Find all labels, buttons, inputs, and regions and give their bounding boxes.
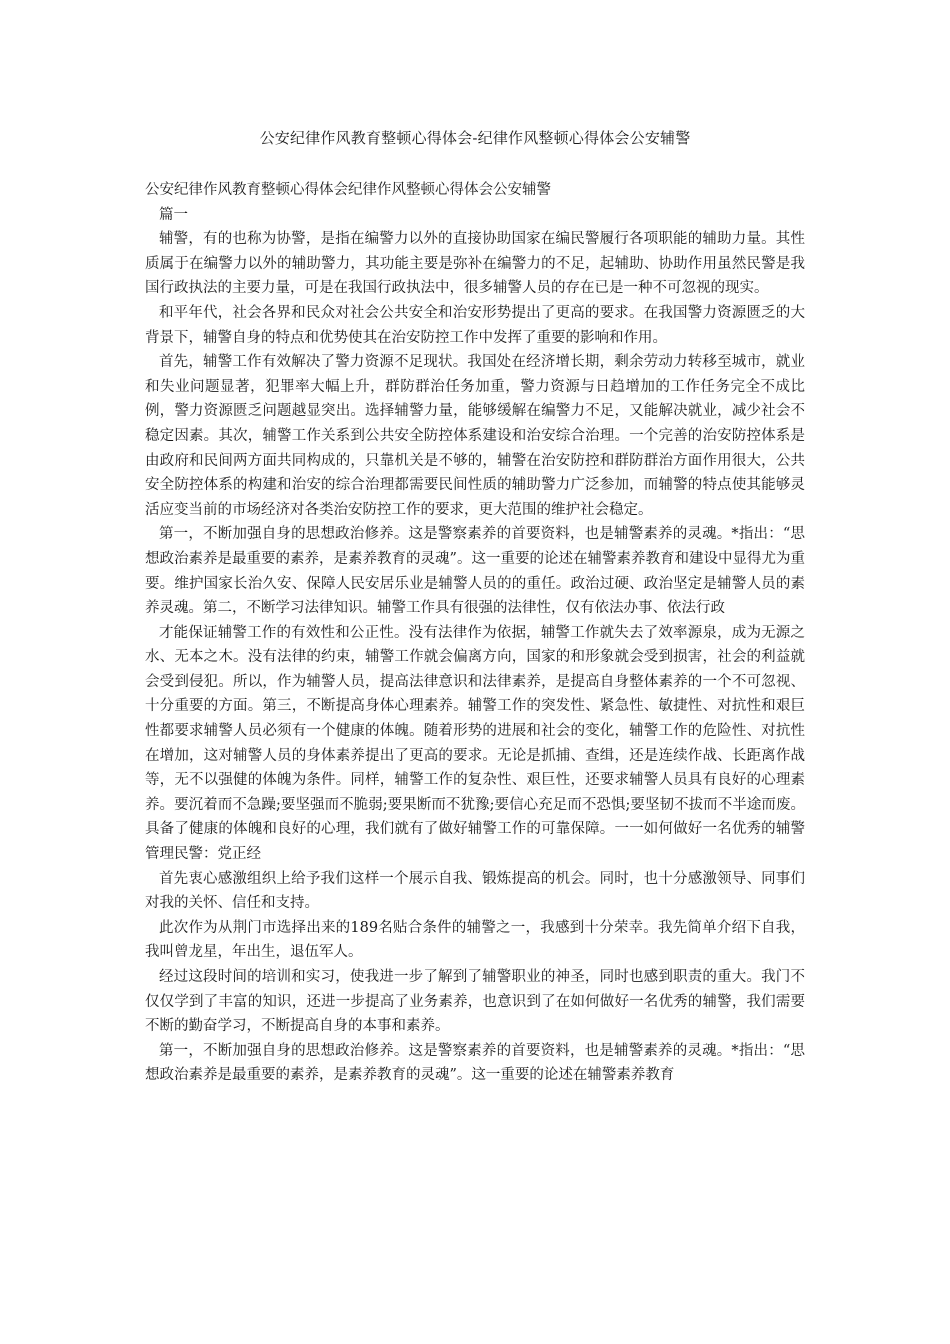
paragraph: 首先，辅警工作有效解决了警力资源不足现状。我国处在经济增长期，剩余劳动力转移至城市，就业和失业问题显著，犯罪率大幅上升，群防群治任务加重，警力资源与日趋增加的工作任务完全不成比例，警力资源匮乏问题越显突出。选择辅警力量，能够缓解在编警力不足，又能解决就业，减少社会不稳定因素。其次，辅警工作关系到公共安全防控体系建设和治安综合治理。一个完善的治安防控体系是由政府和民间两方面共同构成的，只靠机关是不够的，辅警在治安防控和群防群治方面作用很大，公共安全防控体系的构建和治安的综合治理都需要民间性质的辅助警力广泛参加，而辅警的特点使其能够灵活应变当前的市场经济对各类治安防控工作的要求，更大范围的维护社会稳定。 bbox=[145, 354, 805, 518]
paragraph: 经过这段时间的培训和实习，使我进一步了解到了辅警职业的神圣，同时也感到职责的重大。我门不仅仅学到了丰富的知识，还进一步提高了业务素养，也意识到了在如何做好一名优秀的辅警，我们需要不断的勤奋学习，不断提高自身的本事和素养。 bbox=[145, 969, 805, 1035]
document-subtitle: 公安纪律作风教育整顿心得体会纪律作风整顿心得体会公安辅警 bbox=[145, 182, 551, 198]
paragraph: 才能保证辅警工作的有效性和公正性。没有法律作为依据，辅警工作就失去了效率源泉，成为无源之水、无本之木。没有法律的约束，辅警工作就会偏离方向，国家的和形象就会受到损害，社会的利益就会受到侵犯。所以，作为辅警人员，提高法律意识和法律素养，是提高自身整体素养的一个不可忽视、十分重要的方面。第三，不断提高身体心理素养。辅警工作的突发性、紧急性、敏捷性、对抗性和艰巨性都要求辅警人员必须有一个健康的体魄。随着形势的进展和社会的变化，辅警工作的危险性、对抗性在增加，这对辅警人员的身体素养提出了更高的要求。无论是抓捕、查缉，还是连续作战、长距离作战等，无不以强健的体魄为条件。同样，辅警工作的复杂性、艰巨性，还要求辅警人员具有良好的心理素养。要沉着而不急躁;要坚强而不脆弱;要果断而不犹豫;要信心充足而不恐惧;要坚韧不拔而不半途而废。具备了健康的体魄和良好的心理，我们就有了做好辅警工作的可靠保障。一一如何做好一名优秀的辅警管理民警：党正经 bbox=[145, 624, 805, 863]
paragraph: 首先衷心感激组织上给予我们这样一个展示自我、锻炼提高的机会。同时，也十分感激领导、同事们对我的关怀、信任和支持。 bbox=[145, 870, 805, 912]
section-label: 篇一 bbox=[159, 206, 188, 223]
document-title: 公安纪律作风教育整顿心得体会-纪律作风整顿心得体会公安辅警 bbox=[259, 129, 691, 147]
paragraph: 和平年代，社会各界和民众对社会公共安全和治安形势提出了更高的要求。在我国警力资源匮乏的大背景下，辅警自身的特点和优势使其在治安防控工作中发挥了重要的影响和作用。 bbox=[145, 304, 805, 346]
paragraph: 此次作为从荆门市选择出来的189名贴合条件的辅警之一，我感到十分荣幸。我先简单介绍下自我，我叫曾龙星，年出生，退伍军人。 bbox=[145, 919, 805, 961]
paragraph: 辅警，有的也称为协警，是指在编警力以外的直接协助国家在编民警履行各项职能的辅助力量。其性质属于在编警力以外的辅助警力，其功能主要是弥补在编警力的不足，起辅助、协助作用虽然民警是我国行政执法的主要力量，可是在我国行政执法中，很多辅警人员的存在已是一种不可忽视的现实。 bbox=[145, 231, 805, 297]
paragraph: 第一，不断加强自身的思想政治修养。这是警察素养的首要资料，也是辅警素养的灵魂。*指出：“思想政治素养是最重要的素养，是素养教育的灵魂”。这一重要的论述在辅警素养教育和建设中显得尤为重要。维护国家长治久安、保障人民安居乐业是辅警人员的的重任。政治过硬、政治坚定是辅警人员的素养灵魂。第二，不断学习法律知识。辅警工作具有很强的法律性，仅有依法办事、依法行政 bbox=[145, 526, 805, 617]
document-body bbox=[145, 178, 805, 1088]
paragraph: 第一，不断加强自身的思想政治修养。这是警察素养的首要资料，也是辅警素养的灵魂。*指出：“思想政治素养是最重要的素养，是素养教育的灵魂”。这一重要的论述在辅警素养教育 bbox=[145, 1042, 805, 1084]
